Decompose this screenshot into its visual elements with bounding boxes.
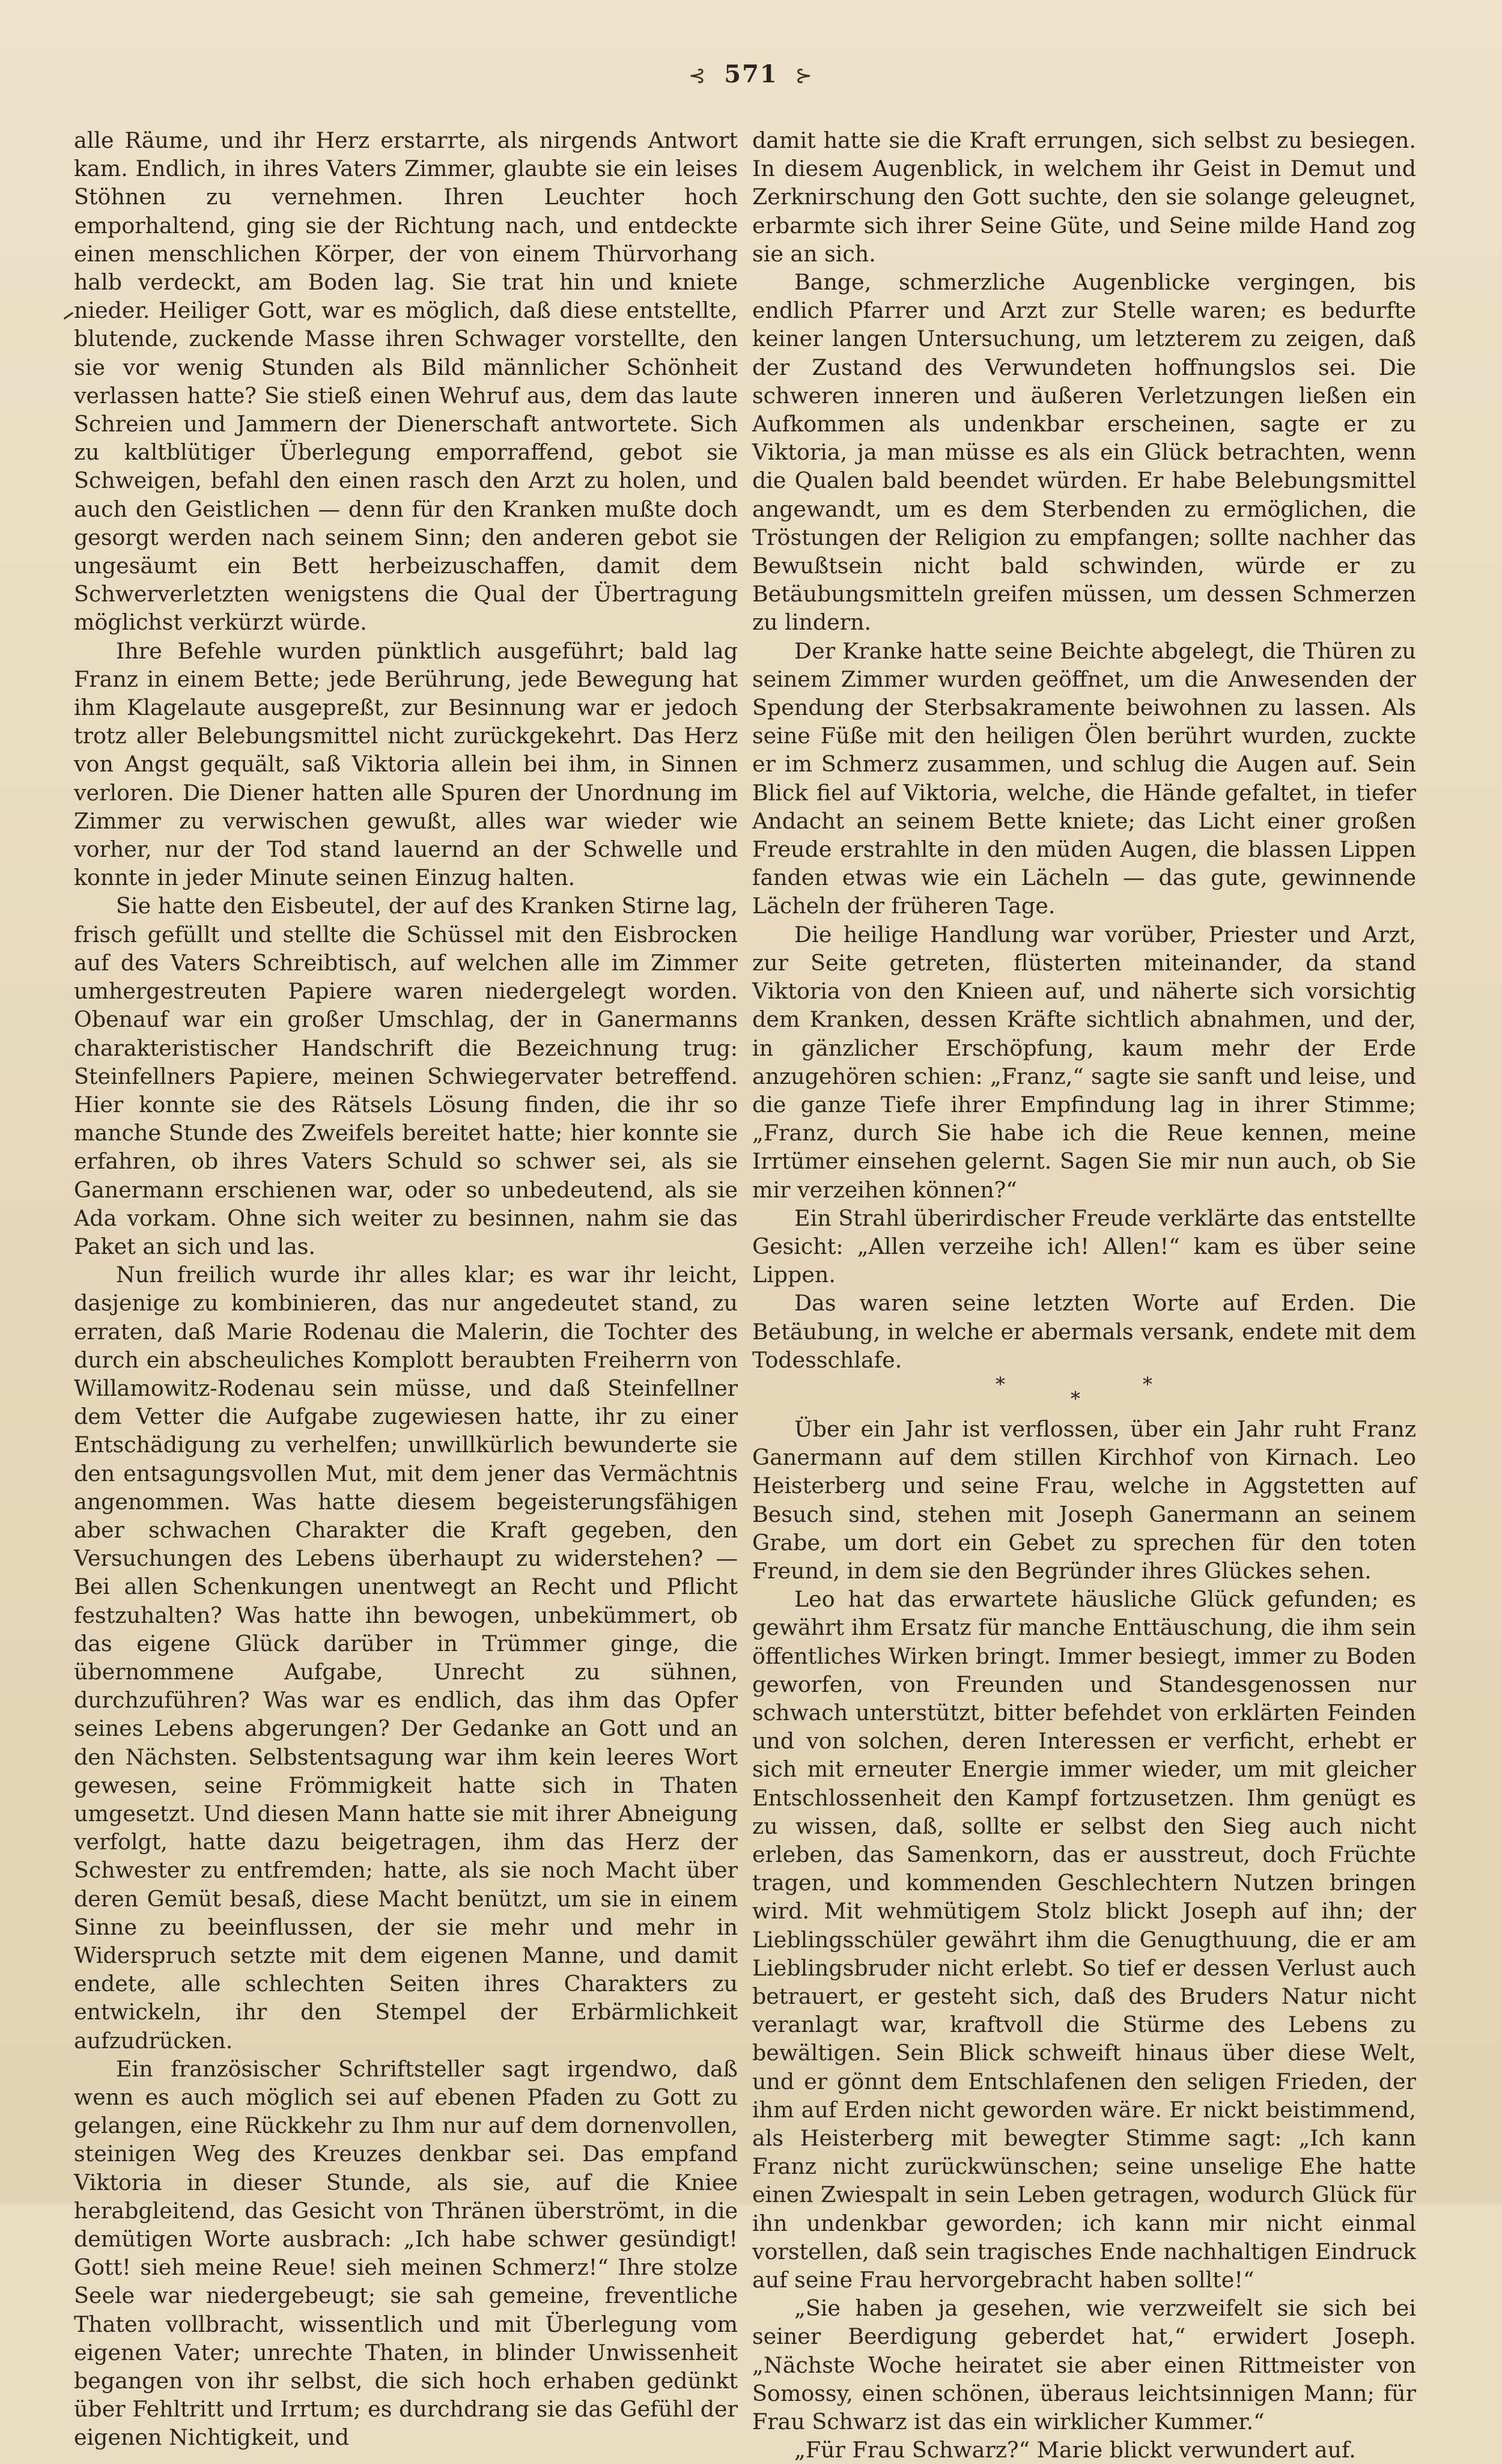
paragraph: Über ein Jahr ist verflossen, über ein Jahr ruht Franz Ganermann auf dem stillen Kirchhof von Kirnach. Leo Heisterberg und seine Frau, welche in Aggstetten auf Besuch sind, stehen mit Joseph Ganermann an seinem Grabe, um dort ein Gebet zu sprechen für den toten Freund, in dem sie den Begründer ihres Glückes sehen. (752, 1416, 1416, 1584)
paragraph: Ein Strahl überirdischer Freude verklärte das entstellte Gesicht: „Allen verzeihe ich! Allen!“ kam es über seine Lippen. (752, 1205, 1416, 1288)
page-header (0, 60, 1502, 88)
paragraph: „Für Frau Schwarz?“ Marie blickt verwundert auf. (794, 2437, 1356, 2463)
paragraph: Ihre Befehle wurden pünktlich ausgeführt; bald lag Franz in einem Bette; jede Berührung, jede Bewegung hat ihm Klagelaute ausgepreßt, zur Besinnung war er jedoch trotz aller Belebungsmittel nicht zurückgekehrt. Das Herz von Angst gequält, saß Viktoria allein bei ihm, in Sinnen verloren. Die Diener hatten alle Spuren der Unordnung im Zimmer zu verwischen gewußt, alles war wieder wie vorher, nur der Tod stand lauernd an der Schwelle und konnte in jeder Minute seinen Einzug halten. (74, 637, 738, 891)
paragraph: Ein französischer Schriftsteller sagt irgendwo, daß wenn es auch möglich sei auf ebenen Pfaden zu Gott zu gelangen, eine Rückkehr zu Ihm nur auf dem dornenvollen, steinigen Weg des Kreuzes denkbar sei. Das empfand Viktoria in dieser Stunde, als sie, auf die Kniee herabgleitend, das Gesicht von Thränen überströmt, in die demütigen Worte ausbrach: „Ich habe schwer gesündigt! Gott! sieh meine Reue! sieh meinen Schmerz!“ Ihre stolze Seele war niedergebeugt; sie sah gemeine, freventliche Thaten vollbracht, wissentlich und mit Überlegung vom eigenen Vater; unrechte Thaten, in blinder Unwissenheit begangen von ihr selbst, die sich hoch erhaben gedünkt über Fehltritt und Irrtum; es durchdrang sie das Gefühl der eigenen Nichtigkeit, und (74, 2055, 738, 2451)
paragraph: „Sie haben ja gesehen, wie verzweifelt sie sich bei seiner Beerdigung geberdet hat,“ erwidert Joseph. „Nächste Woche heiratet sie aber einen Rittmeister von Somossy, einen schönen, überaus leichtsinnigen Mann; für Frau Schwarz ist das ein wirklicher Kummer.“ (752, 2295, 1416, 2435)
page-number: 571 (724, 60, 778, 88)
left-column (74, 126, 738, 2452)
paragraph: Das waren seine letzten Worte auf Erden. Die Betäubung, in welche er abermals versank, endete mit dem Todesschlafe. (752, 1290, 1416, 1373)
right-column (752, 126, 1416, 2464)
ornament-right: ⊱ (795, 64, 813, 88)
asterisk: * (996, 1372, 1005, 1396)
paragraph: Sie hatte den Eisbeutel, der auf des Kranken Stirne lag, frisch gefüllt und stellte die Schüssel mit den Eisbrocken auf des Vaters Schreibtisch, auf welchen alle im Zimmer umhergestreuten Papiere waren niedergelegt worden. Obenauf war ein großer Umschlag, der in Ganermanns charakteristischer Handschrift die Bezeichnung trug: Steinfellners Papiere, meinen Schwiegervater betreffend. Hier konnte sie des Rätsels Lösung finden, die ihr so manche Stunde des Zweifels bereitet hatte; hier konnte sie erfahren, ob ihres Vaters Schuld so schwer sei, als sie Ganermann erschienen war, oder so unbedeutend, als sie Ada vorkam. Ohne sich weiter zu besinnen, nahm sie das Paket an sich und las. (74, 893, 738, 1259)
asterisk: * (1143, 1372, 1152, 1396)
paragraph: Nun freilich wurde ihr alles klar; es war ihr leicht, dasjenige zu kombinieren, das nur angedeutet stand, zu erraten, daß Marie Rodenau die Malerin, die Tochter des durch ein abscheuliches Komplott beraubten Freiherrn von Willamowitz-Rodenau sein müsse, und daß Steinfellner dem Vetter die Aufgabe zugewiesen hatte, ihr zu einer Entschädigung zu verhelfen; unwillkürlich bewunderte sie den entsagungsvollen Mut, mit dem jener das Vermächtnis angenommen. Was hatte diesem begeisterungsfähigen aber schwachen Charakter die Kraft gegeben, den Versuchungen des Lebens überhaupt zu widerstehen? — Bei allen Schenkungen unentwegt an Recht und Pflicht festzuhalten? Was hatte ihn bewogen, unbekümmert, ob das eigene Glück darüber in Trümmer ginge, die übernommene Aufgabe, Unrecht zu sühnen, durchzuführen? Was war es endlich, das ihm das Opfer seines Lebens abgerungen? Der Gedanke an Gott und an den Nächsten. Selbstentsagung war ihm kein leeres Wort gewesen, seine Frömmigkeit hatte sich in Thaten umgesetzt. Und diesen Mann hatte sie mit ihrer Abneigung verfolgt, hatte dazu beigetragen, ihm das Herz der Schwester zu entfremden; hatte, als sie noch Macht über deren Gemüt besaß, diese Macht benützt, um sie in einem Sinne zu beeinflussen, der sie mehr und mehr in Widerspruch setzte mit dem eigenen Manne, und damit endete, alle schlechten Seiten ihres Charakters zu entwickeln, ihr den Stempel der Erbärmlichkeit aufzudrücken. (74, 1262, 738, 2054)
paragraph: Der Kranke hatte seine Beichte abgelegt, die Thüren zu seinem Zimmer wurden geöffnet, um die Anwesenden der Spendung der Sterbsakramente beiwohnen zu lassen. Als seine Füße mit den heiligen Ölen berührt wurden, zuckte er im Schmerz zusammen, und schlug die Augen auf. Sein Blick fiel auf Viktoria, welche, die Hände gefaltet, in tiefer Andacht an seinem Bette kniete; das Licht einer großen Freude erstrahlte in den müden Augen, die blassen Lippen fanden etwas wie ein Lächeln — das gute, gewinnende Lächeln der früheren Tage. (752, 637, 1416, 919)
paragraph: damit hatte sie die Kraft errungen, sich selbst zu besiegen. In diesem Augenblick, in welchem ihr Geist in Demut und Zerknirschung den Gott suchte, den sie solange geleugnet, erbarmte sich ihrer Seine Güte, und Seine milde Hand zog sie an sich. (752, 127, 1416, 267)
margin-mark (64, 312, 73, 320)
asterisk: * (1071, 1387, 1080, 1410)
paragraph: Leo hat das erwartete häusliche Glück gefunden; es gewährt ihm Ersatz für manche Enttäuschung, die ihm sein öffentliches Wirken bringt. Immer besiegt, immer zu Boden geworfen, von Freunden und Standesgenossen nur schwach unterstützt, bitter befehdet von erklärten Feinden und von solchen, deren Interessen er verficht, erhebt er sich mit erneuter Energie immer wieder, um mit gleicher Entschlossenheit den Kampf fortzusetzen. Ihm genügt es zu wissen, daß, sollte er selbst den Sieg auch nicht erleben, das Samenkorn, das er ausstreut, doch Früchte tragen, und kommenden Geschlechtern Nutzen bringen wird. Mit wehmütigem Stolz blickt Joseph auf ihn; der Lieblingsschüler gewährt ihm die Genugthuung, die er am Lieblingsbruder nicht erlebt. So tief er dessen Verlust auch betrauert, er gesteht sich, daß des Bruders Natur nicht veranlagt war, kraftvoll die Stürme des Lebens zu bewältigen. Sein Blick schweift hinaus über diese Welt, und er gönnt dem Entschlafenen den seligen Frieden, der ihm auf Erden nicht geworden wäre. Er nickt beistimmend, als Heisterberg mit bewegter Stimme sagt: „Ich kann Franz nicht zurückwünschen; seine unselige Ehe hatte einen Zwiespalt in sein Leben getragen, wodurch Glück für ihn undenkbar geworden; ich kann mir nicht einmal vorstellen, daß sein tragisches Ende nachhaltigen Eindruck auf seine Frau hervorgebracht haben sollte!“ (752, 1586, 1416, 2293)
paragraph: Bange, schmerzliche Augenblicke vergingen, bis endlich Pfarrer und Arzt zur Stelle waren; es bedurfte keiner langen Untersuchung, um letzterem zu zeigen, daß der Zustand des Verwundeten hoffnungslos sei. Die schweren inneren und äußeren Verletzungen ließen ein Aufkommen als undenkbar erscheinen, sagte er zu Viktoria, ja man müsse es als ein Glück betrachten, wenn die Qualen bald beendet würden. Er habe Belebungsmittel angewandt, um es dem Sterbenden zu ermöglichen, die Tröstungen der Religion zu empfangen; sollte nachher das Bewußtsein nicht bald schwinden, würde er zu Betäubungsmitteln greifen müssen, um dessen Schmerzen zu lindern. (752, 269, 1416, 636)
section-divider (752, 1374, 1416, 1415)
paragraph: Die heilige Handlung war vorüber, Priester und Arzt, zur Seite getreten, flüsterten miteinander, da stand Viktoria von den Knieen auf, und näherte sich vorsichtig dem Kranken, dessen Kräfte sichtlich abnahmen, und der, in gänzlicher Erschöpfung, kaum mehr der Erde anzugehören schien: „Franz,“ sagte sie sanft und leise, und die ganze Tiefe ihrer Empfindung lag in ihrer Stimme; „Franz, durch Sie habe ich die Reue kennen, meine Irrtümer einsehen gelernt. Sagen Sie mir nun auch, ob Sie mir verzeihen können?“ (752, 921, 1416, 1203)
ornament-left: ⊰ (689, 64, 707, 88)
paragraph: alle Räume, und ihr Herz erstarrte, als nirgends Antwort kam. Endlich, in ihres Vaters Zimmer, glaubte sie ein leises Stöhnen zu vernehmen. Ihren Leuchter hoch emporhaltend, ging sie der Richtung nach, und entdeckte einen menschlichen Körper, der von einem Thürvorhang halb verdeckt, am Boden lag. Sie trat hin und kniete nieder. Heiliger Gott, war es möglich, daß diese entstellte, blutende, zuckende Masse ihren Schwager vorstellte, den sie vor wenig Stunden als Bild männlicher Schönheit verlassen hatte? Sie stieß einen Wehruf aus, dem das laute Schreien und Jammern der Dienerschaft antwortete. Sich zu kaltblütiger Überlegung emporraffend, gebot sie Schweigen, befahl den einen rasch den Arzt zu holen, und auch den Geistlichen — denn für den Kranken mußte doch gesorgt werden nach seinem Sinn; den anderen gebot sie ungesäumt ein Bett herbeizuschaffen, damit dem Schwerverletzten wenigstens die Qual der Übertragung möglichst verkürzt würde. (74, 127, 738, 636)
